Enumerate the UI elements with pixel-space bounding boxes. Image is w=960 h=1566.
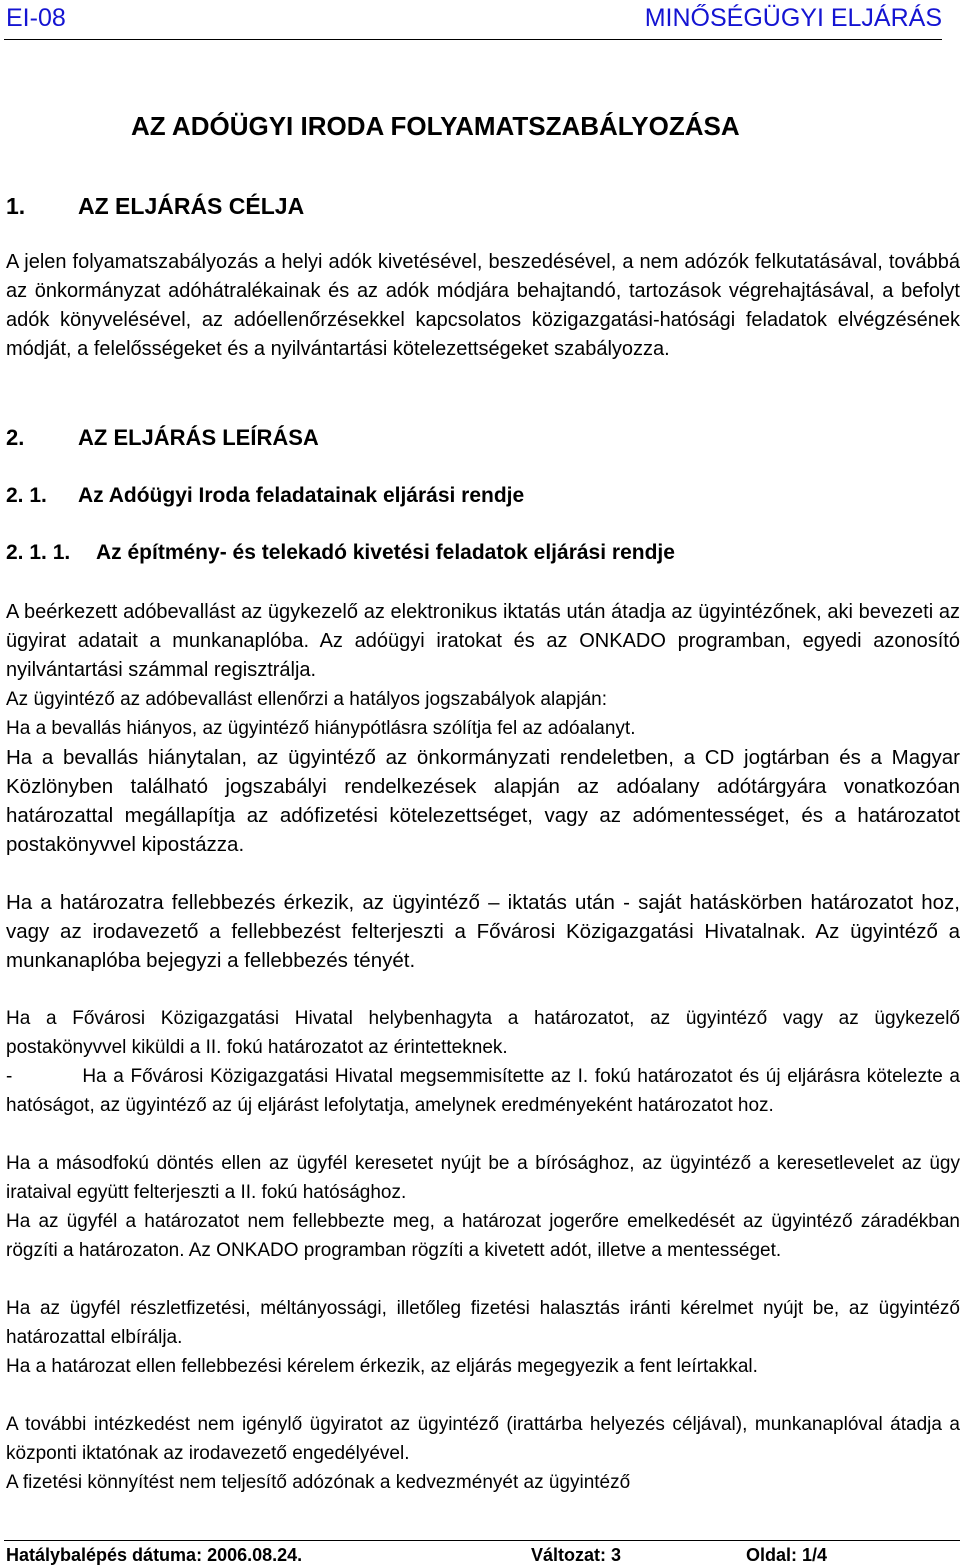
paragraph-main: A beérkezett adóbevallást az ügykezelő az elektronikus iktatás után átadja az ügyintézőnek, aki bevezeti az ügyirat adatait a munkanaplóba. Az adóügyi iratokat és az ONKADO programban, egyedi azonosító nyilvántartási számmal regisztrálja.	[6, 601, 960, 681]
paragraph-complete: Ha a bevallás hiánytalan, az ügyintéző az önkormányzati rendeletben, a CD jogtárban és a Magyar Közlönyben található jogszabályi rendelkezések alapján az adóalany adótárgyára vonatkozóan határozattal megállapítja az adófizetési kötelezettséget, vagy az adómentességet, és a határozatot postakönyvvel kipostázza.	[6, 746, 960, 856]
document-code: EI-08	[6, 4, 66, 32]
section-2-1-heading: 2. 1. Az Adóügyi Iroda feladatainak eljárási rendje	[6, 484, 525, 507]
footer-effective-date: Hatálybalépés dátuma: 2006.08.24.	[6, 1545, 303, 1565]
intro-paragraph: A jelen folyamatszabályozás a helyi adók kivetésével, beszedésével, a nem adózók felkutatásával, továbbá az önkormányzat adóhátralékainak és az adók módjára behajtandó, tartozások végrehajtásával, a befolyt adók könyvelésével, az adóellenőrzésekkel kapcsolatos közigazgatási-hatósági feladatok elvégzésének módját, a felelősségeket és a nyilvántartási kötelezettségeket szabályozza.	[6, 251, 960, 360]
header-divider	[4, 39, 942, 40]
paragraph-payment: A fizetési könnyítést nem teljesítő adózónak a kedvezményét az ügyintéző	[6, 1472, 631, 1493]
paragraph-check: Az ügyintéző az adóbevallást ellenőrzi a hatályos jogszabályok alapján:	[6, 689, 607, 710]
footer-page: Oldal: 1/4	[746, 1545, 828, 1565]
paragraph-archive: A további intézkedést nem igénylő ügyiratot az ügyintéző (irattárba helyezés céljával), munkanaplóval átadja a központi iktatónak az irodavezető engedélyével.	[6, 1414, 960, 1464]
paragraph-annulled: - Ha a Fővárosi Közigazgatási Hivatal megsemmisítette az I. fokú határozatot és új eljárásra kötelezte a hatóságot, az ügyintéző az új eljárást lefolytatja, amelynek eredményeként határozatot hoz.	[6, 1066, 960, 1116]
footer-version: Változat: 3	[531, 1545, 622, 1565]
section-1-heading: 1. AZ ELJÁRÁS CÉLJA	[6, 193, 305, 219]
paragraph-installment: Ha az ügyfél részletfizetési, méltányossági, illetőleg fizetési halasztás iránti kérelmet nyújt be, az ügyintéző határozattal elbírálja.	[6, 1298, 960, 1348]
page-header	[6, 4, 942, 40]
footer-divider	[4, 1540, 960, 1541]
section-2-1-1-heading: 2. 1. 1. Az építmény- és telekadó kivetési feladatok eljárási rendje	[6, 541, 675, 564]
paragraph-court: Ha a másodfokú döntés ellen az ügyfél keresetet nyújt be a bírósághoz, az ügyintéző a keresetlevelet az ügy irataival együtt felterjeszti a II. fokú hatósághoz.	[6, 1153, 960, 1203]
header-title: MINŐSÉGÜGYI ELJÁRÁS	[644, 4, 942, 32]
list-dash: -	[6, 1066, 13, 1087]
paragraph-upheld: Ha a Fővárosi Közigazgatási Hivatal helybenhagyta a határozatot, az ügyintéző vagy az ügykezelő postakönyvvel kiküldi a II. fokú határozatot az érintetteknek.	[6, 1008, 960, 1058]
paragraph-final: Ha az ügyfél a határozatot nem fellebbezte meg, a határozat jogerőre emelkedését az ügyintéző záradékban rögzíti a határozaton. Az ONKADO programban rögzíti a kivetett adót, illetve a mentességet.	[6, 1211, 960, 1261]
paragraph-appeal: Ha a határozatra fellebbezés érkezik, az ügyintéző – iktatás után - saját hatáskörben határozatot hoz, vagy az irodavezető a fellebbezést felterjeszti a Fővárosi Közigazgatási Hivatalnak. Az ügyintéző a munkanaplóba bejegyzi a fellebbezés tényét.	[6, 891, 960, 972]
paragraph-incomplete: Ha a bevallás hiányos, az ügyintéző hiánypótlásra szólítja fel az adóalanyt.	[6, 718, 636, 739]
paragraph-objection: Ha a határozat ellen fellebbezési kérelem érkezik, az eljárás megegyezik a fent leírtakkal.	[6, 1356, 758, 1377]
document-title: AZ ADÓÜGYI IRODA FOLYAMATSZABÁLYOZÁSA	[131, 111, 740, 141]
section-2-heading: 2. AZ ELJÁRÁS LEÍRÁSA	[6, 425, 319, 450]
